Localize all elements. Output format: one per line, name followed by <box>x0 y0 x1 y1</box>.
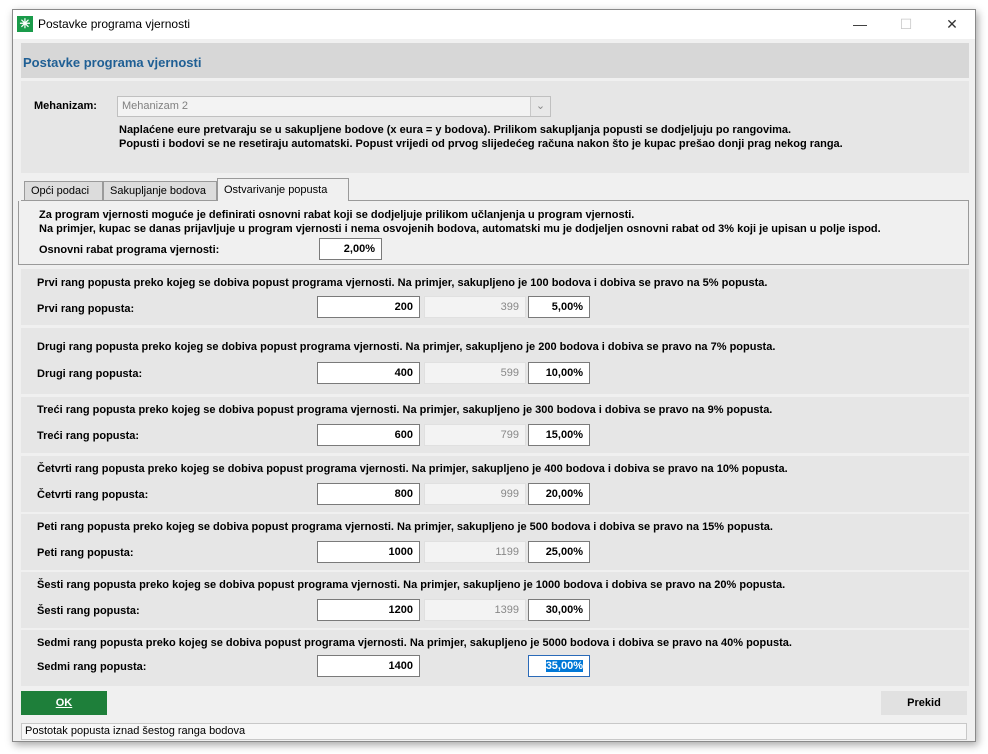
rank-to-value: 399 <box>424 296 526 318</box>
close-button[interactable]: ✕ <box>946 16 958 32</box>
base-discount-panel <box>18 201 969 265</box>
rank-to-value: 1199 <box>424 541 526 563</box>
base-discount-label: Osnovni rabat programa vjernosti: <box>39 244 220 256</box>
rank-label: Sedmi rang popusta: <box>37 661 147 673</box>
mechanism-desc-2: Popusti i bodovi se ne resetiraju automatski. Popust vrijedi od prvog slijedećeg računa nakon što je kupac prešao donji prag nekog ranga. <box>119 138 843 150</box>
mechanism-label: Mehanizam: <box>34 100 97 112</box>
rank-panel-2 <box>21 328 969 394</box>
cancel-button[interactable]: Prekid <box>881 691 967 715</box>
tab-general[interactable]: Opći podaci <box>24 181 103 201</box>
page-title: Postavke programa vjernosti <box>23 55 202 70</box>
minimize-button[interactable]: — <box>853 16 867 32</box>
mechanism-desc-1: Naplaćene eure pretvaraju se u sakupljene bodove (x eura = y bodova). Prilikom sakupljanja popusti se dodjeljuju po rangovima. <box>119 124 792 136</box>
rank-percent-input[interactable]: 20,00% <box>528 483 590 505</box>
rank-percent-input[interactable]: 10,00% <box>528 362 590 384</box>
rank-panel-6 <box>21 572 969 628</box>
ok-button[interactable]: OK <box>21 691 107 715</box>
rank-desc: Prvi rang popusta preko kojeg se dobiva popust programa vjernosti. Na primjer, sakupljeno je 100 bodova i dobiva se pravo na 5% popusta. <box>37 277 768 289</box>
rank-from-input[interactable]: 600 <box>317 424 420 446</box>
app-star-icon: ✳ <box>17 16 33 32</box>
rank-desc: Četvrti rang popusta preko kojeg se dobiva popust programa vjernosti. Na primjer, sakupljeno je 400 bodova i dobiva se pravo na 10% popusta. <box>37 463 788 475</box>
status-bar: Postotak popusta iznad šestog ranga bodova <box>21 723 967 740</box>
tab-discounts[interactable]: Ostvarivanje popusta <box>217 178 349 201</box>
rank-desc: Drugi rang popusta preko kojeg se dobiva popust programa vjernosti. Na primjer, sakupljeno je 200 bodova i dobiva se pravo na 7% popusta. <box>37 341 776 353</box>
tab-collecting-points[interactable]: Sakupljanje bodova <box>103 181 217 201</box>
rank-from-input[interactable]: 1000 <box>317 541 420 563</box>
maximize-button: ☐ <box>899 16 913 32</box>
base-desc-2: Na primjer, kupac se danas prijavljuje u program vjernosti i nema osvojenih bodova, automatski mu je dodjeljen osnovni rabat od 3% koji je upisan u polje ispod. <box>39 223 881 235</box>
rank-panel-1 <box>21 269 969 325</box>
rank-panel-5 <box>21 514 969 570</box>
base-discount-input[interactable]: 2,00% <box>319 238 382 260</box>
mechanism-panel <box>21 81 969 173</box>
rank-to-value: 799 <box>424 424 526 446</box>
rank-panel-7 <box>21 630 969 686</box>
rank-label: Treći rang popusta: <box>37 430 140 442</box>
window-title: Postavke programa vjernosti <box>38 17 191 31</box>
base-desc-1: Za program vjernosti moguće je definirati osnovni rabat koji se dodjeljuje prilikom učlanjenja u program vjernosti. <box>39 209 635 221</box>
selected-text: 35,00% <box>545 660 583 672</box>
rank-label: Četvrti rang popusta: <box>37 489 149 501</box>
rank-from-input[interactable]: 1200 <box>317 599 420 621</box>
rank-from-input[interactable]: 800 <box>317 483 420 505</box>
tab-bar <box>21 178 969 200</box>
rank-panel-3 <box>21 397 969 453</box>
rank-desc: Peti rang popusta preko kojeg se dobiva popust programa vjernosti. Na primjer, sakupljeno je 500 bodova i dobiva se pravo na 15% popusta. <box>37 521 773 533</box>
rank-desc: Treći rang popusta preko kojeg se dobiva popust programa vjernosti. Na primjer, sakupljeno je 300 bodova i dobiva se pravo na 9% popusta. <box>37 404 773 416</box>
chevron-down-icon[interactable]: ⌄ <box>530 97 550 116</box>
mechanism-select[interactable] <box>117 96 551 117</box>
rank-to-value: 1399 <box>424 599 526 621</box>
rank-percent-input[interactable] <box>528 655 590 677</box>
rank-from-input[interactable]: 400 <box>317 362 420 384</box>
rank-percent-input[interactable]: 25,00% <box>528 541 590 563</box>
rank-label: Peti rang popusta: <box>37 547 134 559</box>
rank-percent-input[interactable]: 5,00% <box>528 296 590 318</box>
rank-label: Prvi rang popusta: <box>37 303 135 315</box>
rank-label: Drugi rang popusta: <box>37 368 143 380</box>
header-panel <box>21 43 969 78</box>
rank-desc: Šesti rang popusta preko kojeg se dobiva popust programa vjernosti. Na primjer, sakupljeno je 1000 bodova i dobiva se pravo na 20% popusta. <box>37 579 786 591</box>
rank-panel-4 <box>21 456 969 512</box>
title-bar <box>13 10 975 39</box>
rank-percent-input[interactable]: 30,00% <box>528 599 590 621</box>
rank-from-input[interactable]: 1400 <box>317 655 420 677</box>
rank-percent-input[interactable]: 15,00% <box>528 424 590 446</box>
rank-from-input[interactable]: 200 <box>317 296 420 318</box>
rank-to-value: 999 <box>424 483 526 505</box>
rank-to-value: 599 <box>424 362 526 384</box>
rank-desc: Sedmi rang popusta preko kojeg se dobiva popust programa vjernosti. Na primjer, sakupljeno je 5000 bodova i dobiva se pravo na 40% popusta. <box>37 637 792 649</box>
mechanism-value: Mehanizam 2 <box>122 100 189 112</box>
rank-label: Šesti rang popusta: <box>37 605 140 617</box>
dialog-window <box>12 9 976 742</box>
